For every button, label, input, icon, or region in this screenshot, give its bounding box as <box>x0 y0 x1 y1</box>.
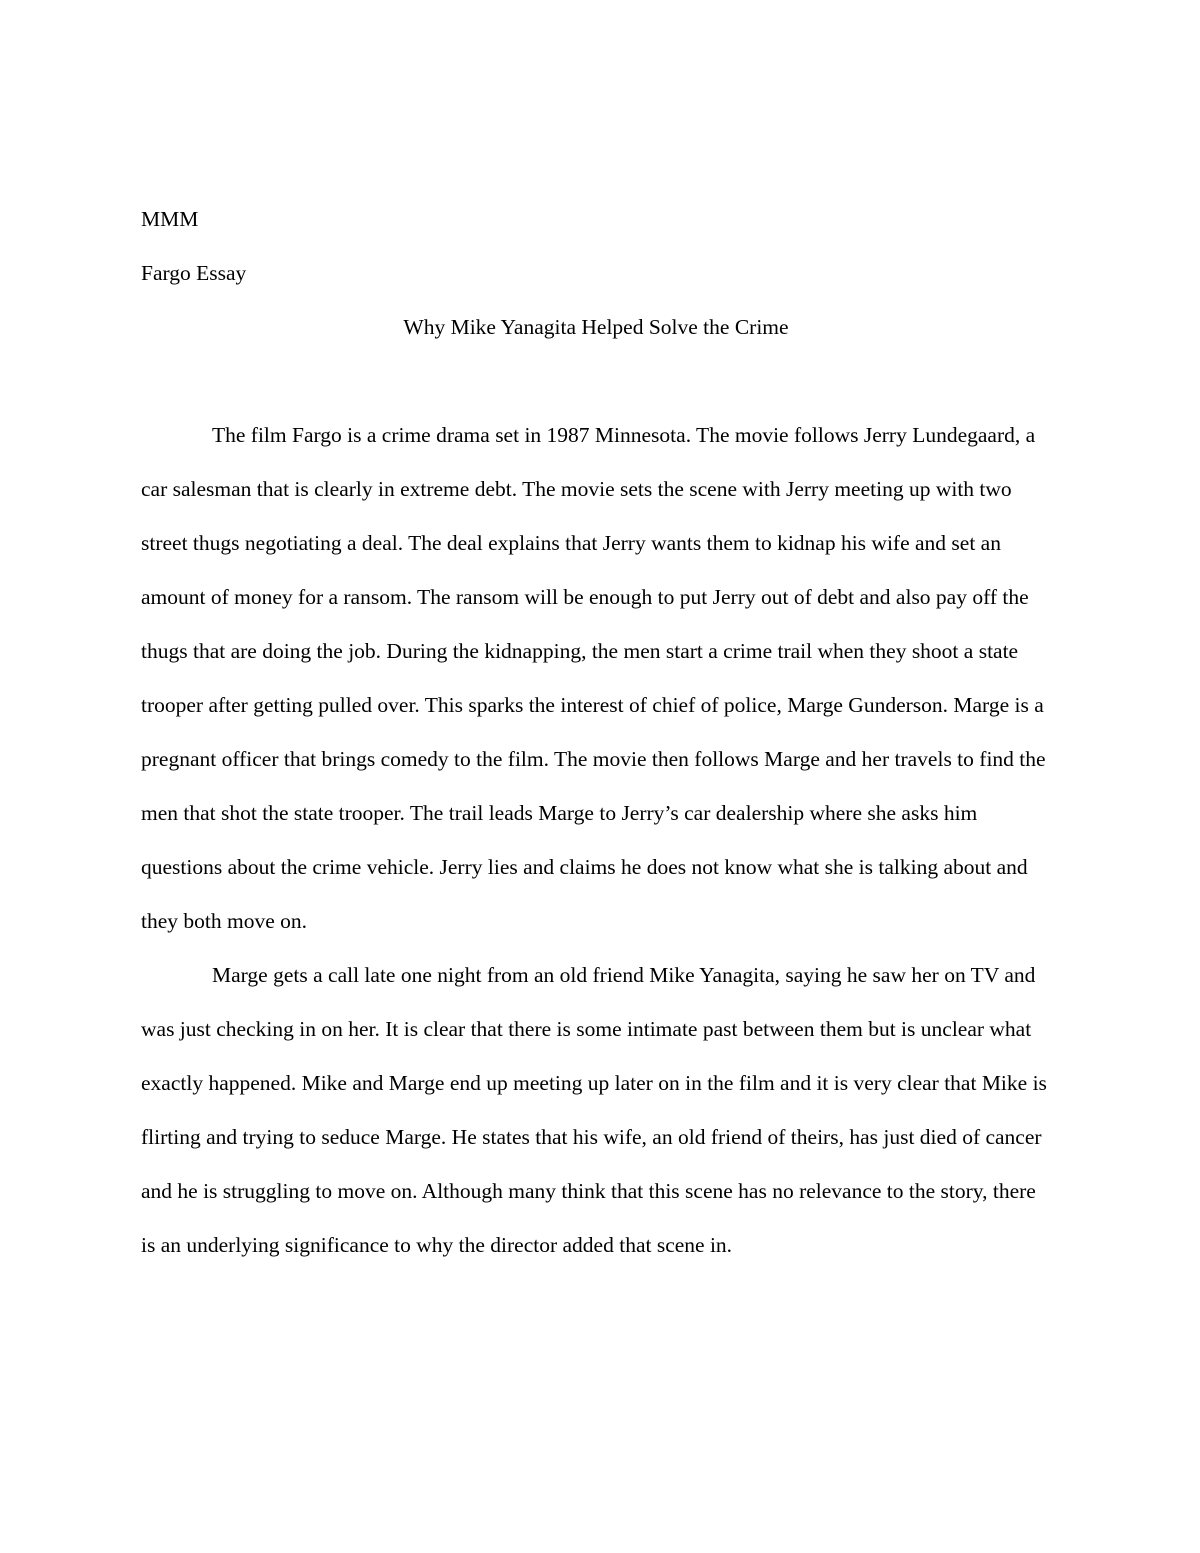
paragraph-1: The film Fargo is a crime drama set in 1987 Minnesota. The movie follows Jerry Lundegaard, a car salesman that is clearly in extreme debt. The movie sets the scene with Jerry meeting up with two street thugs negotiating a deal. The deal explains that Jerry wants them to kidnap his wife and set an amount of money for a ransom. The ransom will be enough to put Jerry out of debt and also pay off the thugs that are doing the job. During the kidnapping, the men start a crime trail when they shoot a state trooper after getting pulled over. This sparks the interest of chief of police, Marge Gunderson. Marge is a pregnant officer that brings comedy to the film. The movie then follows Marge and her travels to find the men that shot the state trooper. The trail leads Marge to Jerry’s car dealership where she asks him questions about the crime vehicle. Jerry lies and claims he does not know what she is talking about and they both move on. <box>141 423 1046 933</box>
title-spacer <box>141 354 1051 408</box>
essay-body <box>141 192 1051 1272</box>
paragraph-2: Marge gets a call late one night from an old friend Mike Yanagita, saying he saw her on TV and was just checking in on her. It is clear that there is some intimate past between them but is unclear what exactly happened. Mike and Marge end up meeting up later on in the film and it is very clear that Mike is flirting and trying to seduce Marge. He states that his wife, an old friend of theirs, has just died of cancer and he is struggling to move on. Although many think that this scene has no relevance to the story, there is an underlying significance to why the director added that scene in. <box>141 963 1047 1257</box>
essay-title: Why Mike Yanagita Helped Solve the Crime <box>403 315 789 339</box>
course-label: Fargo Essay <box>141 261 247 285</box>
author-name: MMM <box>141 207 199 231</box>
